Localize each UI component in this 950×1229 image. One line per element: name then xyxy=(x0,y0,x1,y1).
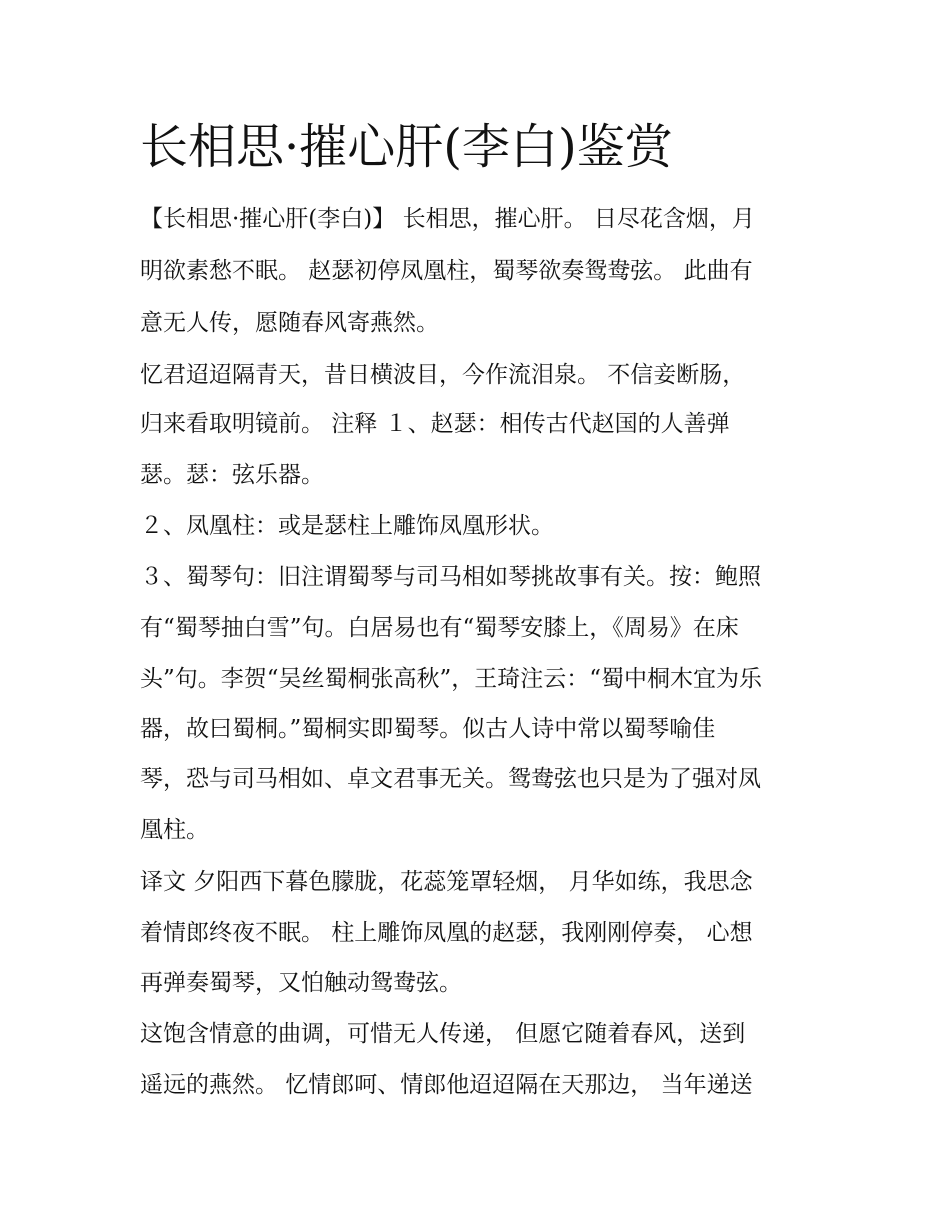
body-line: ２、凤凰柱：或是瑟柱上雕饰凤凰形状。 xyxy=(140,513,554,539)
body-line: 意无人传，愿随春风寄燕然。 xyxy=(140,310,439,336)
body-line: 遥远的燕然。 忆情郎呵、情郎他迢迢隔在天那边， 当年递送 xyxy=(140,1072,753,1098)
body-line: 忆君迢迢隔青天，昔日横波目，今作流泪泉。 不信妾断肠， xyxy=(140,362,746,388)
body-line: 头”句。李贺“吴丝蜀桐张高秋”，王琦注云：“蜀中桐木宜为乐 xyxy=(140,666,763,692)
body-line: 【长相思·摧心肝(李白)】 长相思，摧心肝。 日尽花含烟，月 xyxy=(140,206,755,232)
body-line: 瑟。瑟：弦乐器。 xyxy=(140,462,324,488)
body-line: 有“蜀琴抽白雪”句。白居易也有“蜀琴安膝上，《周易》在床 xyxy=(140,615,739,641)
body-line: ３、蜀琴句：旧注谓蜀琴与司马相如琴挑故事有关。按：鲍照 xyxy=(140,564,761,590)
body-line: 器，故曰蜀桐。”蜀桐实即蜀琴。似古人诗中常以蜀琴喻佳 xyxy=(140,716,716,742)
body-line: 明欲素愁不眠。 赵瑟初停凤凰柱，蜀琴欲奏鸳鸯弦。 此曲有 xyxy=(140,258,753,284)
body-line: 这饱含情意的曲调，可惜无人传递， 但愿它随着春风，送到 xyxy=(140,1021,746,1047)
body-line: 凰柱。 xyxy=(140,817,209,843)
body-line: 归来看取明镜前。 注释 １、赵瑟：相传古代赵国的人善弹 xyxy=(140,411,730,437)
body-line: 琴，恐与司马相如、卓文君事无关。鸳鸯弦也只是为了强对凤 xyxy=(140,766,761,792)
body-line: 译文 夕阳西下暮色朦胧，花蕊笼罩轻烟， 月华如练，我思念 xyxy=(140,869,753,895)
page-title: 长相思·摧心肝(李白)鉴赏 xyxy=(140,119,673,175)
body-line: 再弹奏蜀琴，又怕触动鸳鸯弦。 xyxy=(140,970,462,996)
body-line: 着情郎终夜不眠。 柱上雕饰凤凰的赵瑟，我刚刚停奏， 心想 xyxy=(140,920,753,946)
